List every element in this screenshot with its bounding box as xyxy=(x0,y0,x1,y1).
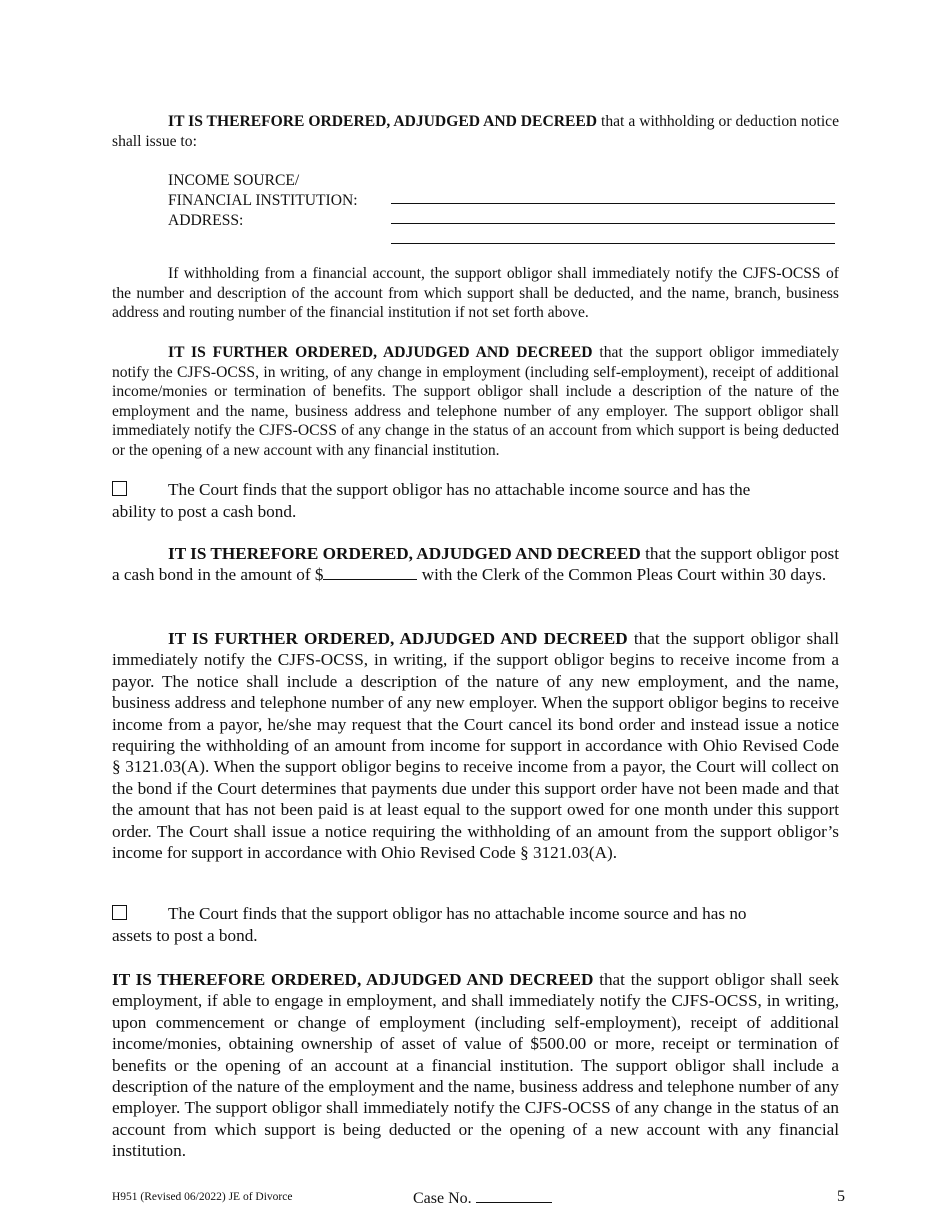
income-source-label: INCOME SOURCE/ xyxy=(168,172,300,189)
income-source-block xyxy=(168,171,839,251)
cash-bond-order-paragraph xyxy=(112,543,839,586)
cash-bond-finding xyxy=(112,479,839,522)
address-row xyxy=(168,211,839,231)
case-number-field[interactable] xyxy=(476,1188,552,1203)
financial-institution-label: FINANCIAL INSTITUTION: xyxy=(168,192,358,209)
cash-bond-checkbox[interactable] xyxy=(112,481,127,496)
order-heading: IT IS THEREFORE ORDERED, ADJUDGED AND DECREED xyxy=(168,113,598,130)
address-field-line-2[interactable] xyxy=(391,243,835,244)
financial-account-paragraph: If withholding from a financial account, the support obligor shall immediately notify the CJFS-OCSS of the number and description of the account from which support shall be deducted, and the name, branch, business address and routing number of the financial institution if not set forth above. xyxy=(112,265,839,322)
payor-notification-paragraph xyxy=(112,628,839,863)
finding-text-line-2: ability to post a cash bond. xyxy=(112,501,297,521)
no-assets-finding xyxy=(112,903,839,946)
order-text: that a withholding or deduction notice shall issue to: xyxy=(112,113,839,150)
order-text: that the support obligor shall seek employment, if able to engage in employment, and shall immediately notify the CJFS-OCSS, in writing, upon commencement or change of employment (including self-employment), receipt of additional income/monies, obtaining ownership of asset of value of $500.00 or more, receipt or termination of benefits or the opening of an account at a financial institution. The support obligor shall include a description of the nature of the employment and the name, business address and telephone number of any employer. The support obligor shall immediately notify the CJFS-OCSS of any change in the status of an account from which support is being deducted or the opening of a new account with any financial institution. xyxy=(112,970,840,1161)
seek-employment-paragraph xyxy=(112,969,839,1162)
order-heading: IT IS FURTHER ORDERED, ADJUDGED AND DECREED xyxy=(168,629,628,648)
address-field-line-1[interactable] xyxy=(391,223,835,224)
change-notification-paragraph xyxy=(112,343,839,461)
financial-institution-field[interactable] xyxy=(391,203,835,204)
order-heading: IT IS FURTHER ORDERED, ADJUDGED AND DECREED xyxy=(168,344,593,361)
finding-text-line-2: assets to post a bond. xyxy=(112,925,258,945)
order-text: that the support obligor post a cash bond in the amount of $ xyxy=(112,544,839,585)
page-footer xyxy=(112,1188,845,1210)
finding-text-line-1: The Court finds that the support obligor has no attachable income source and has no xyxy=(168,904,747,923)
case-number xyxy=(413,1188,552,1208)
no-assets-checkbox[interactable] xyxy=(112,905,127,920)
order-heading: IT IS THEREFORE ORDERED, ADJUDGED AND DECREED xyxy=(112,970,594,989)
order-text: that the support obligor shall immediately notify the CJFS-OCSS, in writing, if the support obligor begins to receive income from a payor. The notice shall include a description of the nature of any new employment, and the name, business address and telephone number of any new employer. When the support obligor begins to receive income from a payor, he/she may request that the Court cancel its bond order and instead issue a notice requiring the withholding of an amount from income for support in accordance with Ohio Revised Code § 3121.03(A). When the support obligor begins to receive income from a payor, the Court will collect on the bond if the Court determines that payments due under this support order have not been made and that the amount that has not been paid is at least equal to the support owed for one month under this support order. The Court shall issue a notice requiring the withholding of an amount from the support obligor’s income for support in accordance with Ohio Revised Code § 3121.03(A). xyxy=(112,629,839,863)
withholding-order-paragraph xyxy=(112,112,839,151)
address-label: ADDRESS: xyxy=(168,212,244,229)
income-source-row xyxy=(168,171,839,191)
order-text: that the support obligor immediately notify the CJFS-OCSS, in writing, of any change in employment (including self-employment), receipt of additional income/monies or termination of benefits. The support obligor shall include a description of the nature of the employment and the name, business address and telephone number of any employer. The support obligor shall immediately notify the CJFS-OCSS of any change in the status of an account from which support is being deducted or the opening of a new account with any financial institution. xyxy=(112,344,839,459)
bond-amount-field[interactable] xyxy=(323,565,417,580)
order-text-continued: with the Clerk of the Common Pleas Court within 30 days. xyxy=(417,565,827,585)
financial-institution-row xyxy=(168,191,839,211)
address-row-2 xyxy=(168,231,839,251)
form-identifier: H951 (Revised 06/2022) JE of Divorce xyxy=(112,1191,293,1203)
case-number-label: Case No. xyxy=(413,1190,472,1207)
page-number: 5 xyxy=(837,1188,845,1205)
finding-text-line-1: The Court finds that the support obligor has no attachable income source and has the xyxy=(168,480,751,499)
order-heading: IT IS THEREFORE ORDERED, ADJUDGED AND DECREED xyxy=(168,544,641,563)
